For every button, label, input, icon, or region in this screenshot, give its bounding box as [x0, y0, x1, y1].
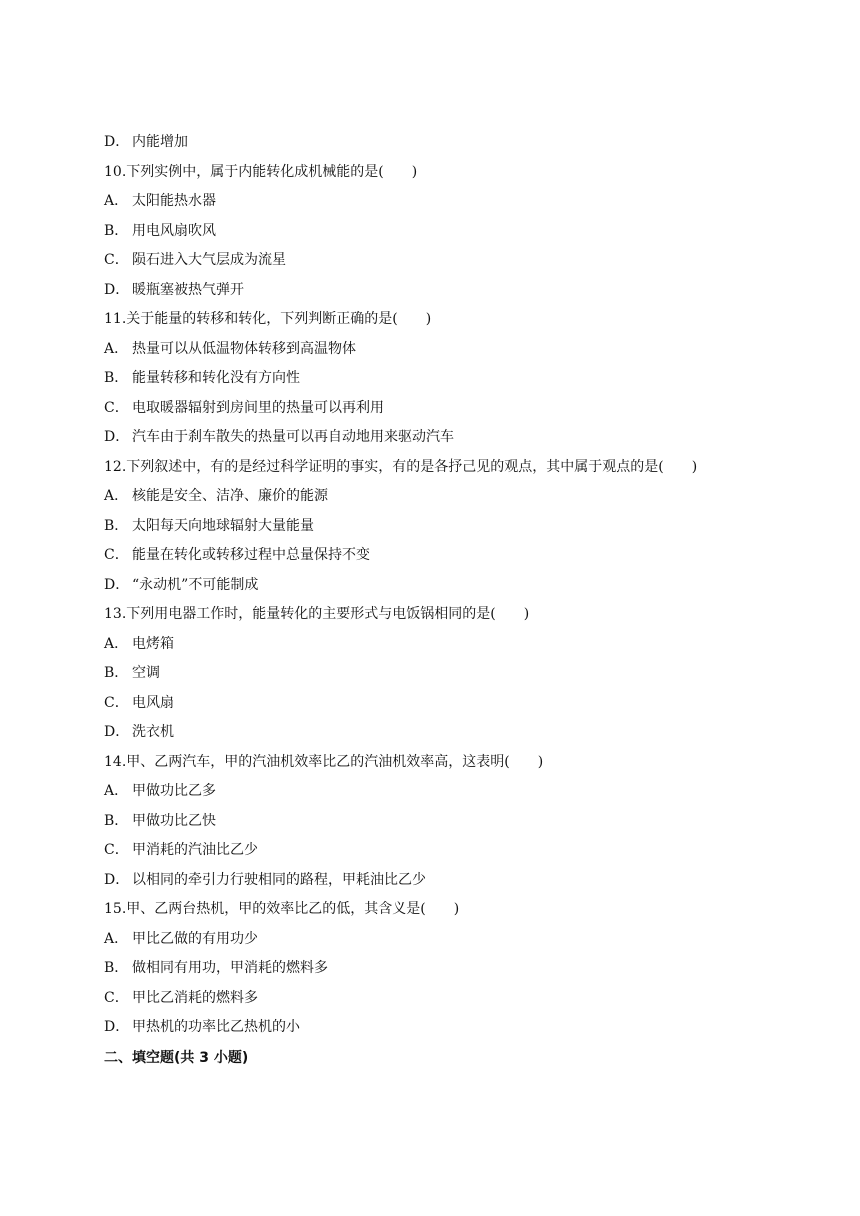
question-10-option-b: [104, 217, 784, 247]
question-10-option-c: [104, 246, 784, 276]
question-15-option-b: [104, 954, 784, 984]
question-12-option-a: [104, 482, 784, 512]
option-text: 电烤箱: [132, 635, 174, 652]
option-text: 用电风扇吹风: [132, 222, 216, 239]
question-14-option-c: [104, 836, 784, 866]
question-13-option-d: [104, 718, 784, 748]
option-letter: B．: [104, 665, 129, 681]
option-letter: A．: [104, 635, 129, 652]
option-text: 能量在转化或转移过程中总量保持不变: [132, 547, 370, 563]
option-text: 以相同的牵引力行驶相同的路程，甲耗油比乙少: [132, 871, 426, 888]
question-13-option-a: [104, 630, 784, 660]
option-letter: B．: [104, 370, 129, 386]
question-stem-12: 12.下列叙述中，有的是经过科学证明的事实，有的是各抒己见的观点，其中属于观点的是( ): [104, 458, 698, 475]
option-letter: A．: [104, 783, 129, 799]
option-text: 陨石进入大气层成为流星: [132, 252, 286, 268]
question-stem-13: 13.下列用电器工作时，能量转化的主要形式与电饭锅相同的是( ): [104, 606, 530, 622]
option-text: 做相同有用功，甲消耗的燃料多: [132, 960, 328, 976]
option-text: 暖瓶塞被热气弹开: [132, 281, 244, 298]
question-10-option-a: [104, 187, 784, 217]
option-text: 热量可以从低温物体转移到高温物体: [132, 340, 356, 357]
question-11-option-b: [104, 364, 784, 394]
option-text: 甲消耗的汽油比乙少: [132, 842, 258, 858]
section-heading: 二、填空题(共 3 小题): [104, 1049, 249, 1066]
question-13-option-c: [104, 689, 784, 719]
option-text: 甲比乙消耗的燃料多: [132, 989, 258, 1006]
option-letter: D．: [104, 576, 130, 593]
option-text: 能量转移和转化没有方向性: [132, 370, 300, 386]
option-letter: D．: [104, 871, 130, 888]
question-14-option-a: [104, 777, 784, 807]
question-14-option-d: [104, 866, 784, 896]
option-letter: A．: [104, 193, 129, 209]
option-text: 甲做功比乙快: [132, 812, 216, 829]
option-letter: D．: [104, 281, 130, 298]
option-text: 空调: [132, 665, 160, 681]
option-text: 核能是安全、洁净、廉价的能源: [132, 488, 328, 504]
question-15-option-c: [104, 984, 784, 1014]
option-letter: B．: [104, 960, 129, 976]
option-text: 太阳能热水器: [132, 193, 216, 209]
question-stem-15: 15.甲、乙两台热机，甲的效率比乙的低，其含义是( ): [104, 901, 460, 917]
question-11-option-c: [104, 394, 784, 424]
option-text: 内能增加: [132, 134, 188, 150]
option-d-leading: [104, 128, 784, 158]
option-text: 太阳每天向地球辐射大量能量: [132, 517, 314, 534]
option-letter: B．: [104, 222, 129, 239]
question-15-option-d: [104, 1013, 784, 1043]
option-letter: A．: [104, 340, 129, 357]
question-stem-11: 11.关于能量的转移和转化，下列判断正确的是( ): [104, 311, 432, 327]
option-text: “永动机”不可能制成: [132, 576, 259, 593]
option-text: 电取暖器辐射到房间里的热量可以再利用: [132, 399, 384, 416]
option-letter: C．: [104, 547, 129, 563]
question-12-option-b: [104, 512, 784, 542]
question-14-option-b: [104, 807, 784, 837]
question-13-option-b: [104, 659, 784, 689]
option-letter: D．: [104, 1019, 130, 1035]
question-11-option-a: [104, 335, 784, 365]
question-11-option-d: [104, 423, 784, 453]
option-letter: C．: [104, 694, 129, 711]
question-12-option-c: [104, 541, 784, 571]
question-10-option-d: [104, 276, 784, 306]
option-letter: A．: [104, 930, 129, 947]
option-text: 甲比乙做的有用功少: [132, 930, 258, 947]
question-stem-14: 14.甲、乙两汽车，甲的汽油机效率比乙的汽油机效率高，这表明( ): [104, 753, 544, 770]
option-text: 电风扇: [132, 694, 174, 711]
option-letter: A．: [104, 488, 129, 504]
option-letter: C．: [104, 989, 129, 1006]
option-text: 汽车由于刹车散失的热量可以再自动地用来驱动汽车: [132, 429, 454, 445]
option-letter: C．: [104, 252, 129, 268]
document-content: [104, 128, 784, 1073]
option-text: 甲做功比乙多: [132, 783, 216, 799]
option-letter: D．: [104, 724, 130, 740]
question-stem-10: 10.下列实例中，属于内能转化成机械能的是( ): [104, 163, 418, 180]
question-15-option-a: [104, 925, 784, 955]
option-letter: C．: [104, 842, 129, 858]
option-text: 甲热机的功率比乙热机的小: [132, 1019, 300, 1035]
question-12-option-d: [104, 571, 784, 601]
option-letter: D．: [104, 429, 130, 445]
option-text: 洗衣机: [132, 724, 174, 740]
option-letter: B．: [104, 517, 129, 534]
option-letter: D．: [104, 134, 130, 150]
option-letter: B．: [104, 812, 129, 829]
option-letter: C．: [104, 399, 129, 416]
